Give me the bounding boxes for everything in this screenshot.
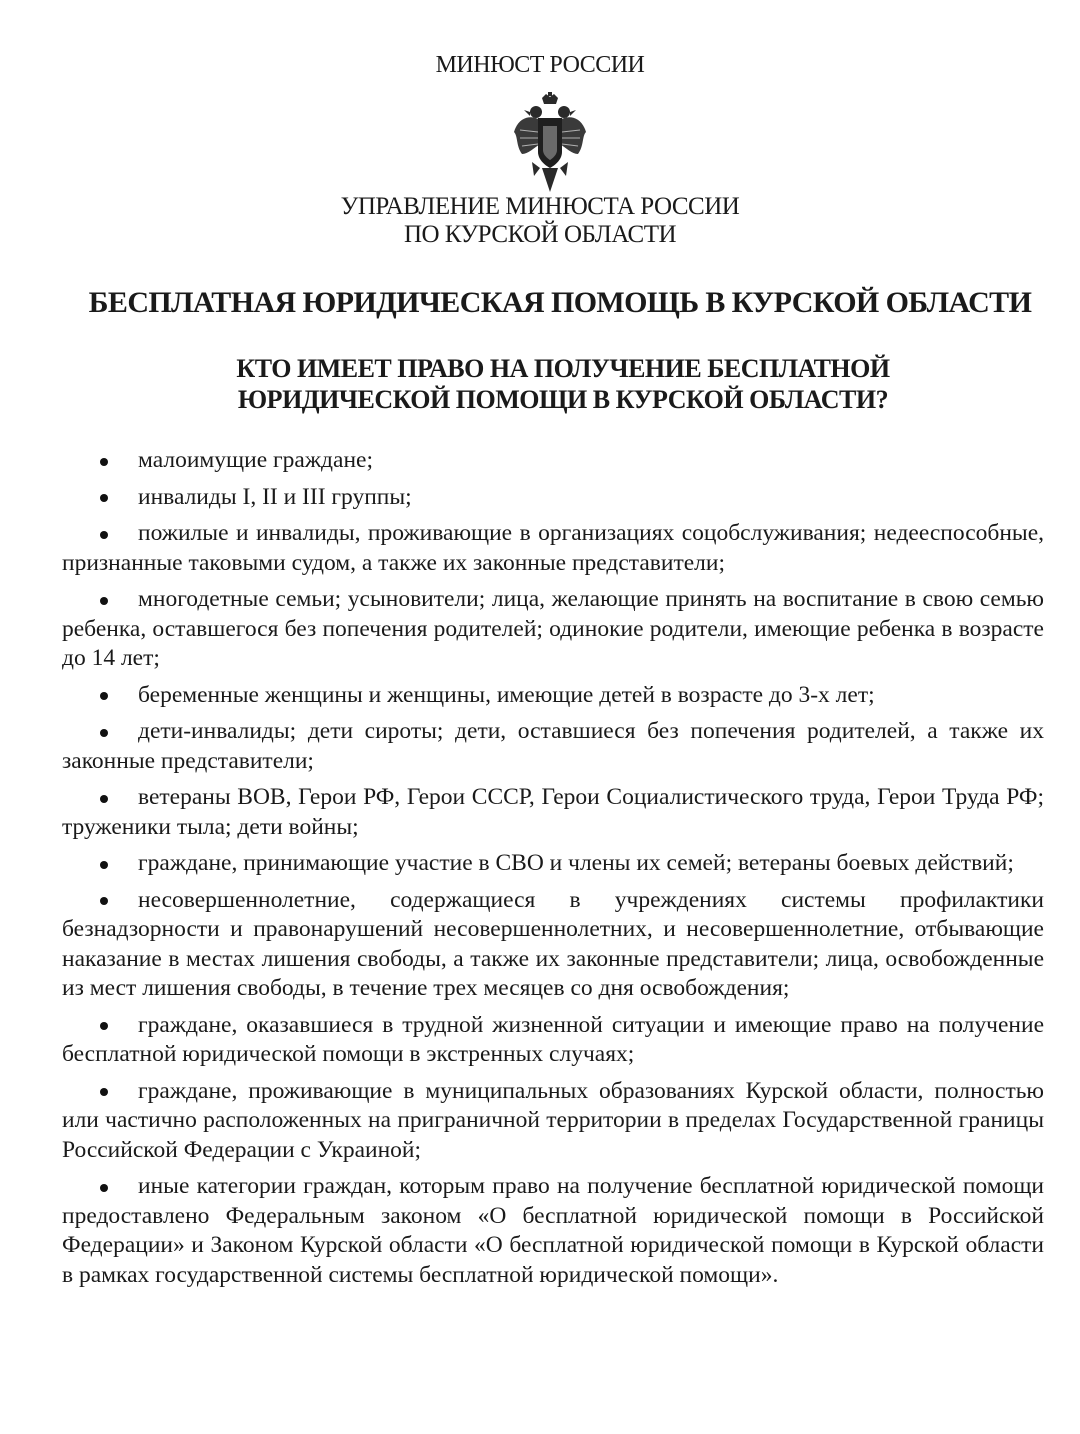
subtitle-line2: ЮРИДИЧЕСКОЙ ПОМОЩИ В КУРСКОЙ ОБЛАСТИ? [237, 385, 889, 414]
subtitle-line1: КТО ИМЕЕТ ПРАВО НА ПОЛУЧЕНИЕ БЕСПЛАТНОЙ [236, 354, 890, 383]
eligibility-list [62, 446, 1044, 1297]
list-item: инвалиды I, II и III группы; [138, 483, 412, 510]
list-item: ветераны ВОВ, Герои РФ, Герои СССР, Герои Социалистического труда, Герои Труда РФ; труженики тыла; дети войны; [62, 784, 1044, 840]
list-item: граждане, оказавшиеся в трудной жизненной ситуации и имеющие право на получение бесплатной юридической помощи в экстренных случаях; [62, 1011, 1044, 1067]
ministry-heading: МИНЮСТ РОССИИ [435, 52, 645, 78]
department-heading-line2: ПО КУРСКОЙ ОБЛАСТИ [403, 221, 677, 248]
list-item: малоимущие граждане; [138, 447, 373, 473]
list-item: многодетные семьи; усыновители; лица, желающие принять на воспитание в свою семью ребенка, оставшегося без попечения родителей; одинокие родители, имеющие ребенка в возрасте до 14 лет; [62, 586, 1044, 671]
list-item: граждане, проживающие в муниципальных образованиях Курской области, полностью или частично расположенных на приграничной территории в пределах Государственной границы Российской Федерации с Украиной; [62, 1077, 1044, 1163]
list-item: беременные женщины и женщины, имеющие детей в возрасте до 3-х лет; [138, 681, 875, 708]
list-item: несовершеннолетние, содержащиеся в учреждениях системы профилактики безнадзорности и правонарушений несовершеннолетних, и несовершеннолетние, отбывающие наказание в местах лишения свободы, а также их законные представители; лица, освобожденные из мест лишения свободы, в течение трех месяцев со дня освобождения; [62, 886, 1044, 1001]
page-title: БЕСПЛАТНАЯ ЮРИДИЧЕСКАЯ ПОМОЩЬ В КУРСКОЙ ОБЛАСТИ [88, 286, 1032, 319]
list-item: граждане, принимающие участие в СВО и члены их семей; ветераны боевых действий; [138, 850, 1014, 876]
department-heading-line1: УПРАВЛЕНИЕ МИНЮСТА РОССИИ [340, 193, 740, 220]
list-item: дети-инвалиды; дети сироты; дети, оставшиеся без попечения родителей, а также их законные представители; [62, 718, 1044, 774]
list-item: иные категории граждан, которым право на получение бесплатной юридической помощи предоставлено Федеральным законом «О бесплатной юридической помощи в Российской Федерации» и Законом Курской области «О бесплатной юридической помощи в Курской области в рамках государственной системы бесплатной юридической помощи». [62, 1173, 1044, 1288]
double-headed-eagle-emblem-icon [512, 92, 588, 196]
list-item: пожилые и инвалиды, проживающие в организациях соцобслуживания; недееспособные, признанные таковыми судом, а также их законные представители; [62, 520, 1044, 576]
